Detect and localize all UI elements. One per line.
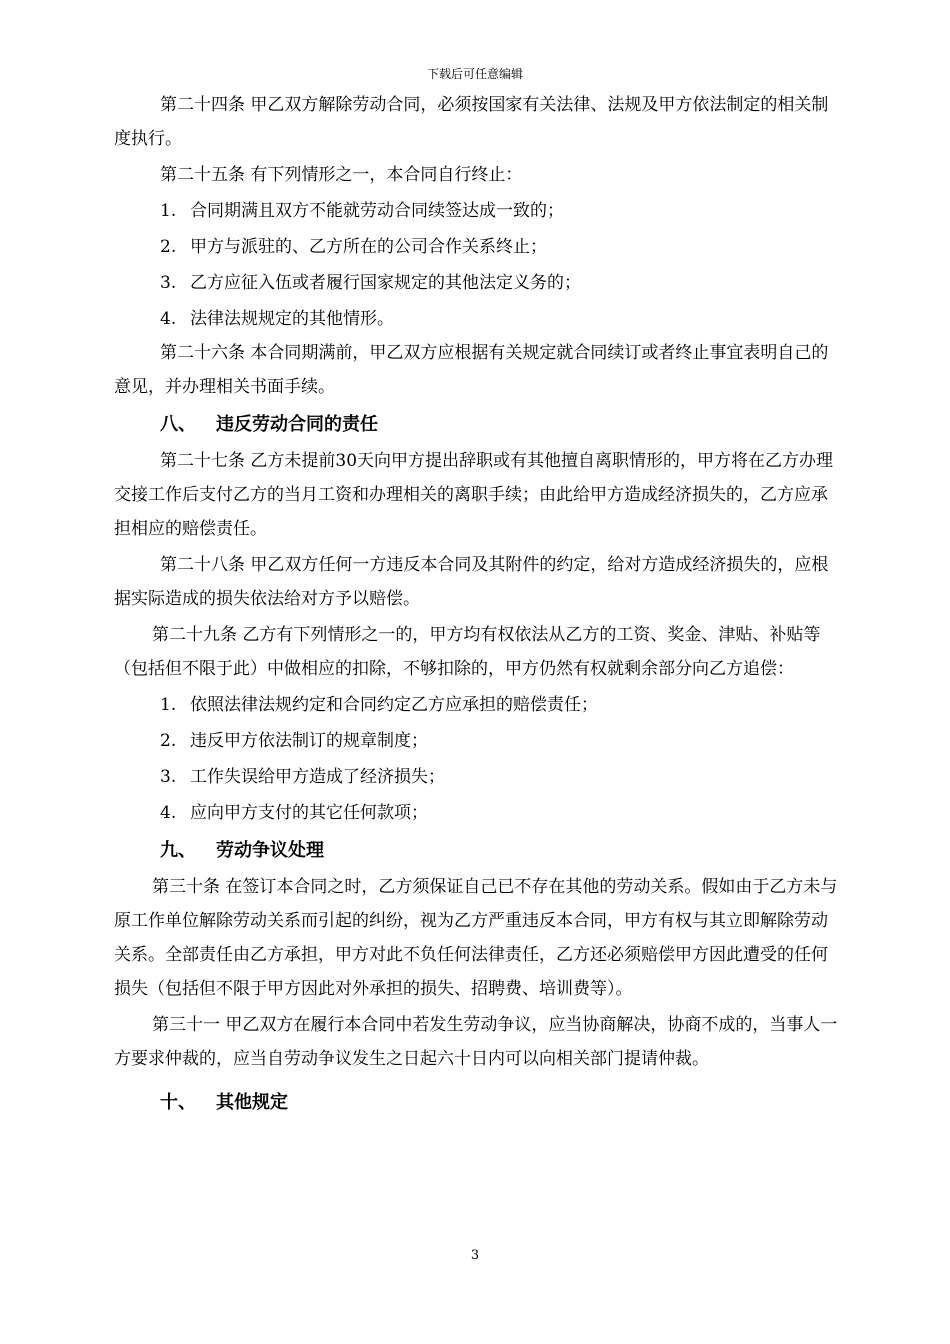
document-body: [114, 88, 842, 1122]
page-number: 3: [470, 1248, 480, 1263]
list-item-number: 4.: [160, 803, 177, 823]
article-30: 第三十条 在签订本合同之时，乙方须保证自己已不存在其他的劳动关系。假如由于乙方未与原工作单位解除劳动关系而引起的纠纷，视为乙方严重违反本合同，甲方有权与其立即解除劳动关系。全部责任由乙方承担，甲方对此不负任何法律责任，乙方还必须赔偿甲方因此遭受的任何损失（包括但不限于甲方因此对外承担的损失、招聘费、培训费等）。: [114, 877, 838, 999]
list-item-text: 法律法规规定的其他情形。: [190, 309, 394, 329]
list-item-text: 甲方与派驻的、乙方所在的公司合作关系终止；: [190, 237, 547, 257]
list-item-number: 2.: [160, 731, 177, 751]
section-title: 劳动争议处理: [216, 840, 324, 861]
list-item-number: 1.: [160, 201, 177, 221]
section-title: 其他规定: [216, 1092, 288, 1113]
article-25: 第二十五条 有下列情形之一，本合同自行终止：: [160, 165, 523, 185]
list-item: [114, 194, 842, 228]
section-number: 十、: [160, 1092, 196, 1113]
list-item-text: 违反甲方依法制订的规章制度；: [190, 731, 428, 751]
article-26: 第二十六条 本合同期满前，甲乙双方应根据有关规定就合同续订或者终止事宜表明自己的意见，并办理相关书面手续。: [114, 343, 829, 397]
section-number: 九、: [160, 840, 196, 861]
list-item-number: 3.: [160, 273, 177, 293]
section-heading-9: [114, 832, 842, 870]
article-24: 第二十四条 甲乙双方解除劳动合同，必须按国家有关法律、法规及甲方依法制定的相关制度执行。: [114, 95, 829, 149]
article-27: 第二十七条 乙方未提前30天向甲方提出辞职或有其他擅自离职情形的，甲方将在乙方办理交接工作后支付乙方的当月工资和办理相关的离职手续；由此给甲方造成经济损失的，乙方应承担相应的赔偿责任。: [114, 451, 834, 539]
list-item: [114, 302, 842, 336]
list-item: [114, 266, 842, 300]
list-item-number: 4.: [160, 309, 177, 329]
list-item-text: 工作失误给甲方造成了经济损失；: [190, 767, 445, 787]
list-item-text: 合同期满且双方不能就劳动合同续签达成一致的；: [190, 201, 564, 221]
article-28: 第二十八条 甲乙双方任何一方违反本合同及其附件的约定，给对方造成经济损失的，应根据实际造成的损失依法给对方予以赔偿。: [114, 555, 829, 609]
section-heading-8: [114, 406, 842, 444]
list-item: [114, 688, 842, 722]
article-29: 第二十九条 乙方有下列情形之一的，甲方均有权依法从乙方的工资、奖金、津贴、补贴等（包括但不限于此）中做相应的扣除，不够扣除的，甲方仍然有权就剩余部分向乙方追偿：: [114, 625, 821, 679]
section-title: 违反劳动合同的责任: [216, 414, 378, 435]
list-item-number: 1.: [160, 695, 177, 715]
list-item: [114, 230, 842, 264]
list-item: [114, 724, 842, 758]
list-item-text: 依照法律法规约定和合同约定乙方应承担的赔偿责任；: [190, 695, 598, 715]
list-item-number: 3.: [160, 767, 177, 787]
section-heading-10: [114, 1084, 842, 1122]
list-item-text: 乙方应征入伍或者履行国家规定的其他法定义务的；: [190, 273, 581, 293]
article-31: 第三十一 甲乙双方在履行本合同中若发生劳动争议，应当协商解决，协商不成的，当事人一方要求仲裁的，应当自劳动争议发生之日起六十日内可以向相关部门提请仲裁。: [114, 1015, 838, 1069]
section-number: 八、: [160, 414, 196, 435]
list-item: [114, 796, 842, 830]
list-item: [114, 760, 842, 794]
list-item-number: 2.: [160, 237, 177, 257]
list-item-text: 应向甲方支付的其它任何款项；: [190, 803, 428, 823]
page-header: 下载后可任意编辑: [426, 67, 523, 81]
